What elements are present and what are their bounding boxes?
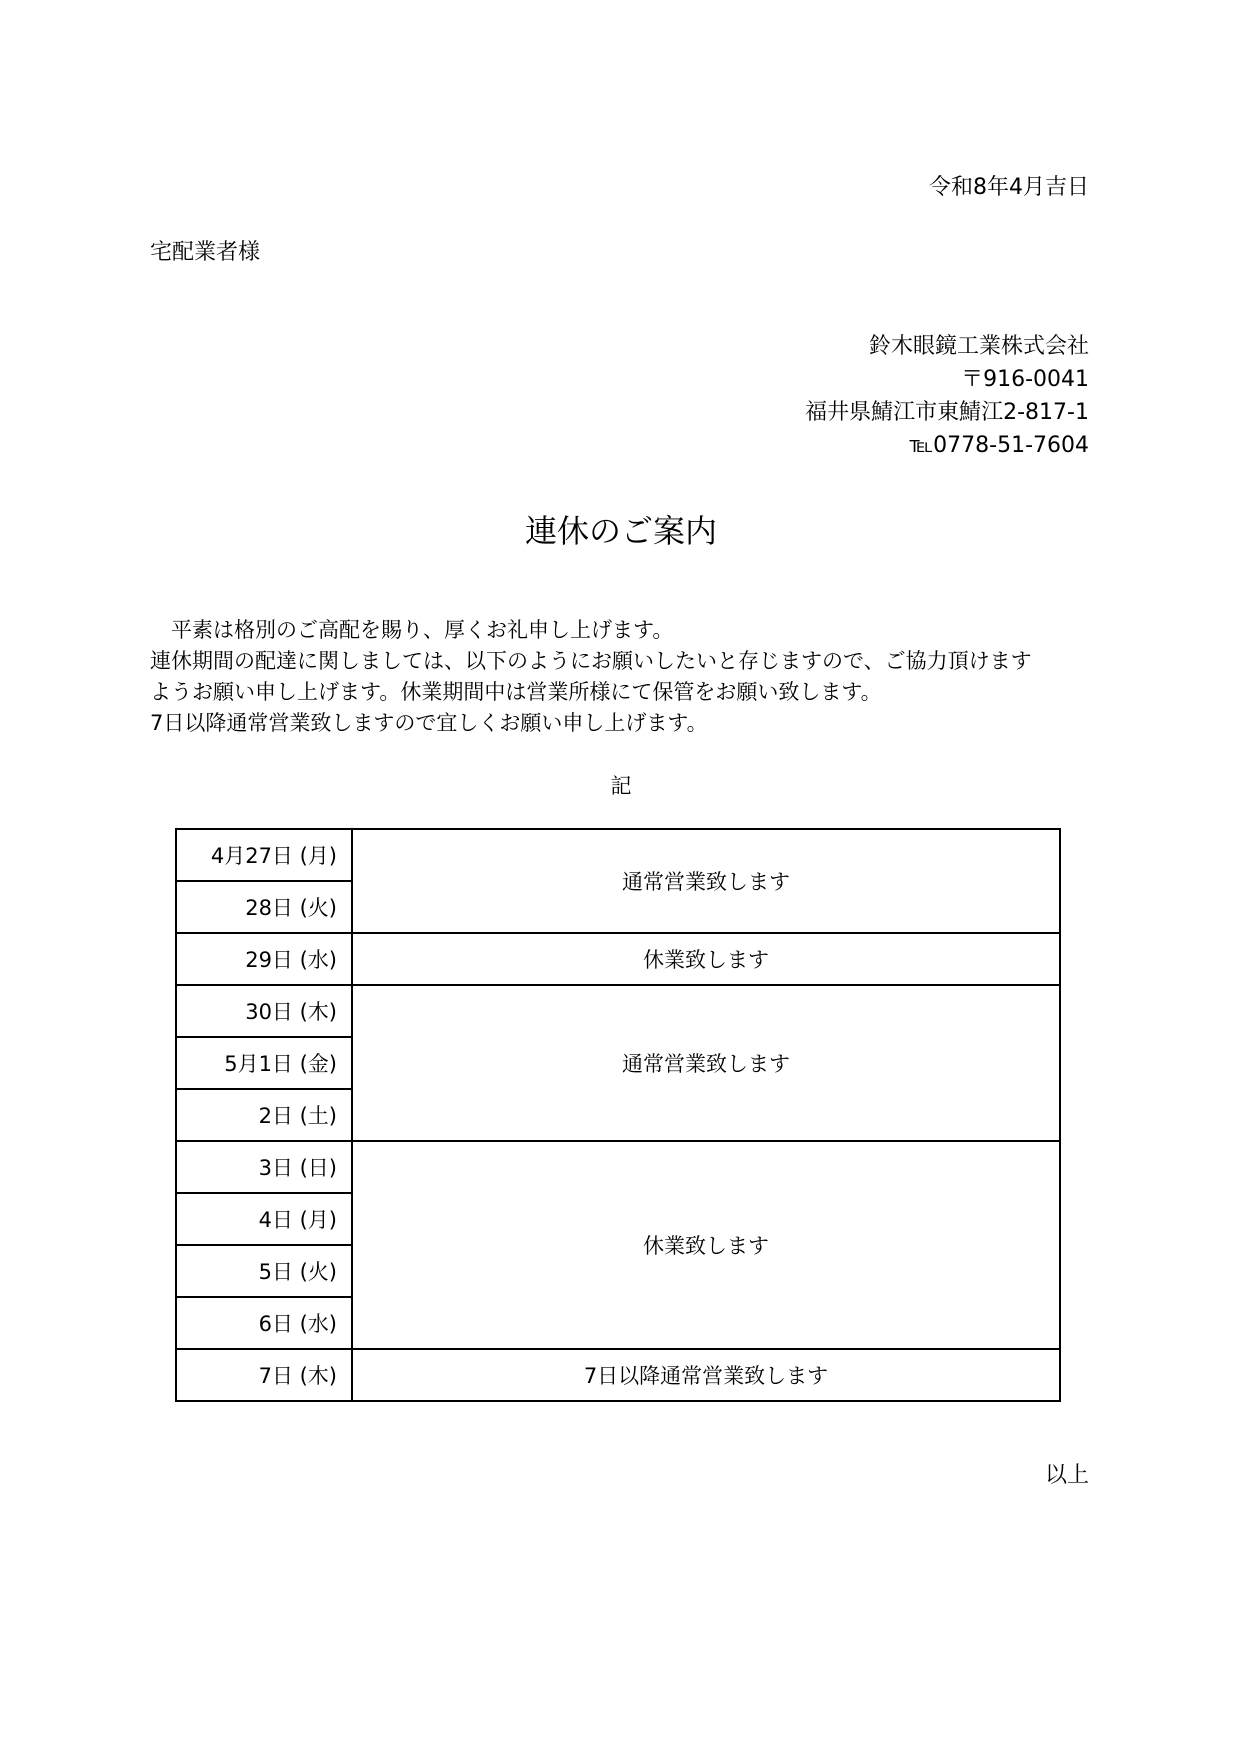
day-cell: 5日 (火) [176,1245,352,1297]
table-row [176,829,1060,881]
sender-address: 福井県鯖江市東鯖江2-817-1 [805,400,1089,425]
status-cell: 通常営業致します [352,829,1060,933]
day-cell: 3日 (日) [176,1141,352,1193]
day-cell: 2日 (土) [176,1089,352,1141]
document-date: 令和8年4月吉日 [929,175,1089,200]
holiday-schedule-table [175,828,1061,1402]
table-row [176,1141,1060,1193]
sender-postal-code: 〒916-0041 [961,367,1089,392]
day-cell: 7日 (木) [176,1349,352,1401]
recipient-name: 宅配業者様 [150,240,261,265]
day-cell: 28日 (火) [176,881,352,933]
table-row [176,985,1060,1037]
day-cell: 4月27日 (月) [176,829,352,881]
day-cell: 29日 (水) [176,933,352,985]
ki-heading: 記 [610,774,632,798]
day-cell: 5月1日 (金) [176,1037,352,1089]
status-cell: 休業致します [352,1141,1060,1349]
status-cell: 休業致します [352,933,1060,985]
day-cell: 6日 (水) [176,1297,352,1349]
status-cell: 通常営業致します [352,985,1060,1141]
body-line-1: 平素は格別のご高配を賜り、厚くお礼申し上げます。 [171,618,674,642]
body-line-2: 連休期間の配達に関しましては、以下のようにお願いしたいと存じますので、ご協力頂けます [150,649,1032,673]
sender-block [805,330,1089,462]
status-cell: 7日以降通常営業致します [352,1349,1060,1401]
document-title: 連休のご案内 [524,512,717,550]
table-row [176,1349,1060,1401]
day-cell: 4日 (月) [176,1193,352,1245]
table-row [176,933,1060,985]
sender-tel: ℡0778-51-7604 [909,433,1089,458]
day-cell: 30日 (木) [176,985,352,1037]
sender-company: 鈴木眼鏡工業株式会社 [868,334,1089,359]
body-line-3: ようお願い申し上げます。休業期間中は営業所様にて保管をお願い致します。 [150,680,882,704]
body-line-4: 7日以降通常営業致しますので宜しくお願い申し上げます。 [150,711,708,735]
closing-word: 以上 [1044,1463,1089,1488]
body-text [150,615,1090,739]
